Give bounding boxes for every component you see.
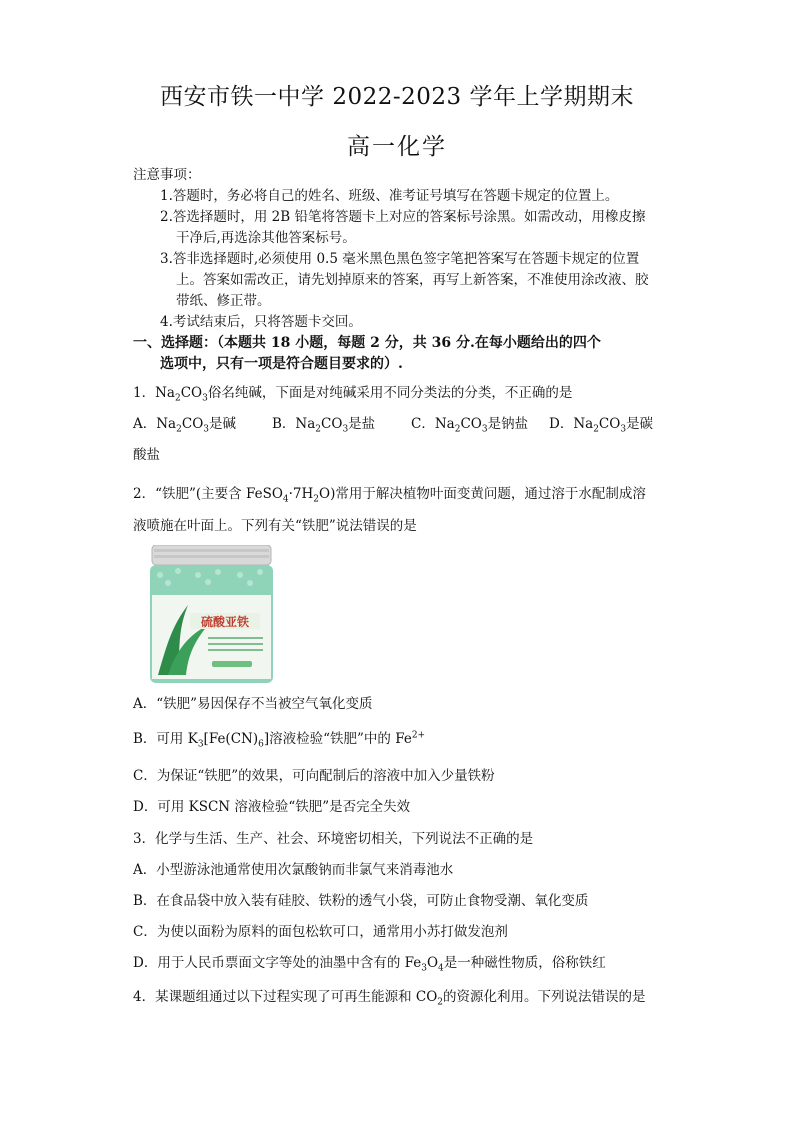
q1-option-d-continued: 酸盐 [133,447,160,463]
q1-option-b: B．$Na_2CO_3$是盐 [272,416,376,435]
jar-label: 硫酸亚铁 [200,615,250,629]
note-3c: 带纸、修正带。 [176,293,271,309]
note-3a: 3.答非选择题时,必须使用 0.5 毫米黑色黑色签字笔把答案写在答题卡规定的位置 [160,251,640,267]
q1-option-d: D．$Na_2CO_3$是碳 [549,416,654,435]
q2-stem-line2: 液喷施在叶面上。下列有关“铁肥”说法错误的是 [133,518,417,534]
notes-heading: 注意事项： [133,167,201,183]
q3-option-a: A．小型游泳池通常使用次氯酸钠而非氯气来消毒池水 [133,862,454,878]
q3-option-d: D．用于人民币票面文字等处的油墨中含有的 $Fe_3O_4$是一种磁性物质，俗称铁红 [133,955,606,974]
note-2a: 2.答选择题时，用 2B 铅笔将答题卡上对应的答案标号涂黑。如需改动，用橡皮擦 [160,209,646,225]
q3-option-b: B．在食品袋中放入装有硅胶、铁粉的透气小袋，可防止食物受潮、氧化变质 [133,893,589,909]
section-heading-1: 一、选择题：（本题共 18 小题，每题 2 分，共 36 分.在每小题给出的四个 [133,335,601,351]
page-title: 西安市铁一中学 2022-2023 学年上学期期末 [160,84,634,110]
q2-option-b: B．可用 $K_3[Fe(CN)_6]$溶液检验“铁肥”中的 $Fe^{2+}$ [133,730,426,750]
q2-option-d: D．可用 KSCN 溶液检验“铁肥”是否完全失效 [133,799,411,815]
q2-option-a: A．“铁肥”易因保存不当被空气氧化变质 [133,696,373,712]
page-subtitle: 高一化学 [347,134,447,160]
q1-option-c: C．$Na_2CO_3$是钠盐 [411,416,529,435]
q2-stem-line1: 2．“铁肥”(主要含 $FeSO_4\cdot 7H_2O$)常用于解决植物叶面变黄问题，通过溶于水配制成溶 [133,486,646,505]
section-heading-2: 选项中，只有一项是符合题目要求的）. [160,356,403,372]
note-4: 4.考试结束后，只将答题卡交回。 [160,314,362,330]
q3-stem: 3．化学与生活、生产、社会、环境密切相关，下列说法不正确的是 [133,831,534,847]
q1-option-a: A．$Na_2CO_3$是碱 [133,416,236,435]
q2-option-c: C．为保证“铁肥”的效果，可向配制后的溶液中加入少量铁粉 [133,768,495,784]
q3-option-c: C．为使以面粉为原料的面包松软可口，通常用小苏打做发泡剂 [133,924,508,940]
q4-stem: 4．某课题组通过以下过程实现了可再生能源和 $CO_2$的资源化利用。下列说法错误的是 [133,989,646,1008]
q1-stem: 1．$Na_2CO_3$俗名纯碱，下面是对纯碱采用不同分类法的分类，不正确的是 [133,385,573,404]
note-1: 1.答题时，务必将自己的姓名、班级、准考证号填写在答题卡规定的位置上。 [160,188,619,204]
note-3b: 上。答案如需改正，请先划掉原来的答案，再写上新答案，不准使用涂改液、胶 [176,272,649,288]
ferrous-sulfate-jar-image [148,545,275,685]
note-2b: 干净后,再选涂其他答案标号。 [176,230,356,246]
